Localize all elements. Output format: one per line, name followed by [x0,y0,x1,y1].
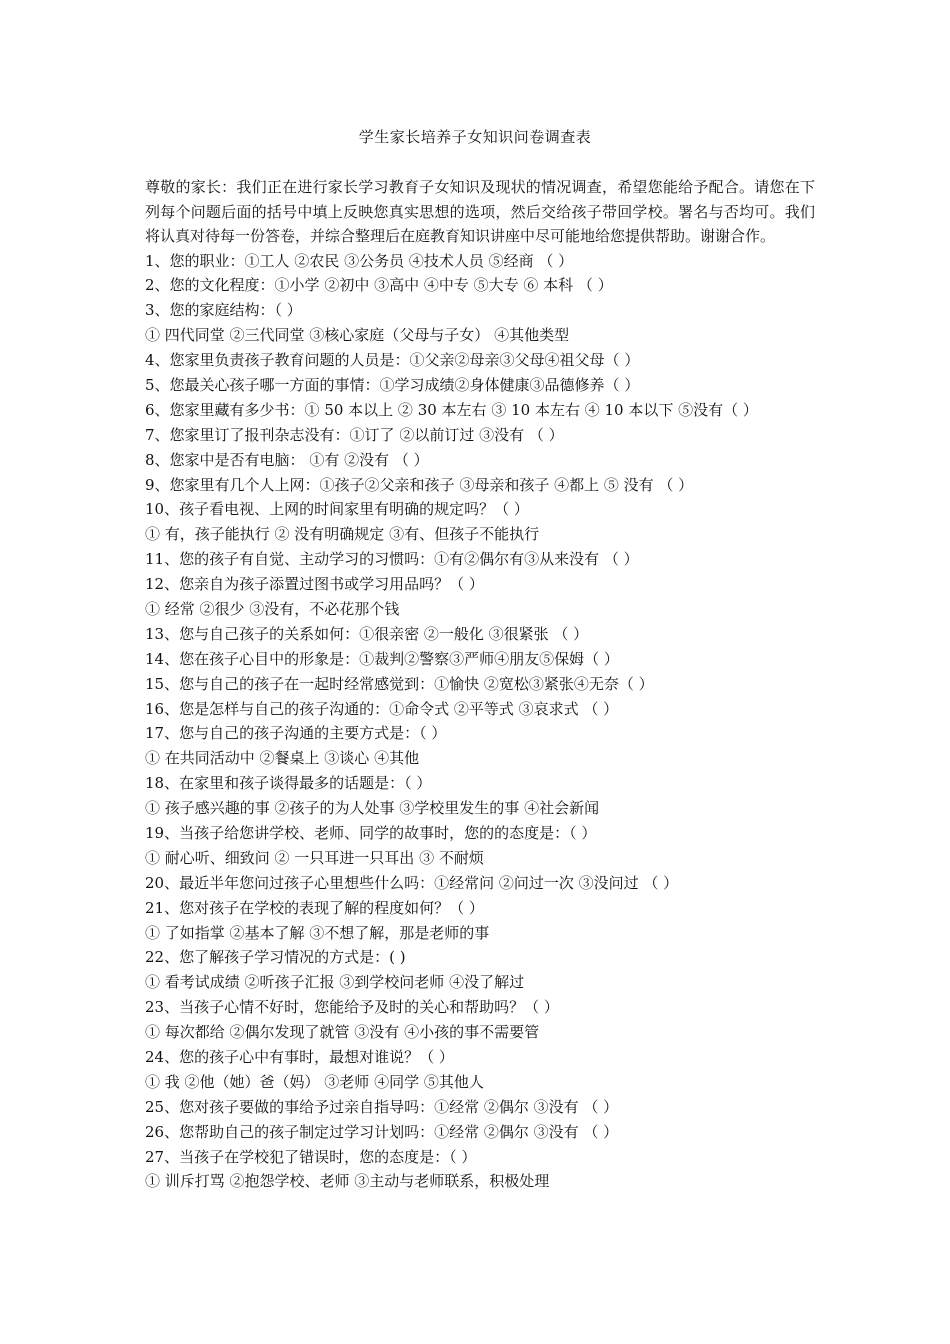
question-line: ① 看考试成绩 ②听孩子汇报 ③到学校问老师 ④没了解过 [145,973,525,992]
document-title: 学生家长培养子女知识问卷调查表 [358,128,592,146]
question-line: 19、当孩子给您讲学校、老师、同学的故事时，您的的态度是：（ ） [145,823,597,842]
question-line: 10、孩子看电视、上网的时间家里有明确的规定吗？（ ） [145,500,529,519]
question-line: 1、您的职业：①工人 ②农民 ③公务员 ④技术人员 ⑤经商 （ ） [145,251,574,270]
question-line: ① 我 ②他（她）爸（妈） ③老师 ④同学 ⑤其他人 [145,1072,484,1091]
question-line: ① 耐心听、细致问 ② 一只耳进一只耳出 ③ 不耐烦 [145,848,484,867]
question-line: 21、您对孩子在学校的表现了解的程度如何？（ ） [145,898,484,917]
question-line: 25、您对孩子要做的事给予过亲自指导吗：①经常 ②偶尔 ③没有 （ ） [145,1097,619,1116]
question-line: 16、您是怎样与自己的孩子沟通的：①命令式 ②平等式 ③哀求式 （ ） [145,699,619,718]
question-line: 3、您的家庭结构：（ ） [145,301,302,320]
question-line: 24、您的孩子心中有事时，最想对谁说？（ ） [145,1048,454,1066]
question-line: 6、您家里藏有多少书：① 50 本以上 ② 30 本左右 ③ 10 本左右 ④ 10 本以下 ⑤没有（ ） [145,400,758,419]
question-line: ① 有，孩子能执行 ② 没有明确规定 ③有、但孩子不能执行 [145,525,540,544]
question-line: ① 训斥打骂 ②抱怨学校、老师 ③主动与老师联系，积极处理 [145,1172,550,1191]
question-line: 2、您的文化程度：①小学 ②初中 ③高中 ④中专 ⑤大专 ⑥ 本科 （ ） [145,276,613,295]
question-line: ① 四代同堂 ②三代同堂 ③核心家庭（父母与子女） ④其他类型 [145,326,570,345]
question-line: 7、您家里订了报刊杂志没有：①订了 ②以前订过 ③没有 （ ） [145,425,564,444]
question-line: 12、您亲自为孩子添置过图书或学习用品吗？（ ） [145,575,484,594]
question-line: 22、您了解孩子学习情况的方式是：( ) [145,948,406,967]
question-line: 14、您在孩子心目中的形象是：①裁判②警察③严师④朋友⑤保姆（ ） [145,649,619,668]
question-line: 26、您帮助自己的孩子制定过学习计划吗：①经常 ②偶尔 ③没有 （ ） [145,1122,619,1141]
question-line: 23、当孩子心情不好时，您能给予及时的关心和帮助吗？（ ） [145,998,559,1017]
document-body [145,175,815,1194]
question-line: 8、您家中是否有电脑： ①有 ②没有 （ ） [145,450,429,469]
question-line: 17、您与自己的孩子沟通的主要方式是：（ ） [145,724,447,743]
question-line: 11、您的孩子有自觉、主动学习的习惯吗：①有②偶尔有③从来没有 （ ） [145,550,639,569]
question-line: 9、您家里有几个人上网：①孩子②父亲和孩子 ③母亲和孩子 ④都上 ⑤ 没有 （ ） [145,475,694,494]
question-line: 15、您与自己的孩子在一起时经常感觉到：①愉快 ②宽松③紧张④无奈（ ） [145,674,654,693]
question-line: 27、当孩子在学校犯了错误时，您的态度是：（ ） [145,1147,477,1166]
intro-paragraph [145,175,815,249]
question-line: ① 了如指掌 ②基本了解 ③不想了解，那是老师的事 [145,923,490,942]
question-line: 13、您与自己孩子的关系如何：①很亲密 ②一般化 ③很紧张 （ ） [145,624,589,643]
question-line: ① 在共同活动中 ②餐桌上 ③谈心 ④其他 [145,749,420,768]
question-line: 4、您家里负责孩子教育问题的人员是：①父亲②母亲③父母④祖父母（ ） [145,351,640,370]
question-line: 18、在家里和孩子谈得最多的话题是：（ ） [145,774,432,793]
question-list [145,249,815,1195]
question-line: ① 经常 ②很少 ③没有，不必花那个钱 [145,599,400,618]
question-line: 5、您最关心孩子哪一方面的事情：①学习成绩②身体健康③品德修养（ ） [145,375,640,394]
question-line: 20、最近半年您问过孩子心里想些什么吗：①经常问 ②问过一次 ③没问过 （ ） [145,873,679,892]
question-line: ① 孩子感兴趣的事 ②孩子的为人处事 ③学校里发生的事 ④社会新闻 [145,799,600,818]
intro-text: 尊敬的家长：我们正在进行家长学习教育子女知识及现状的情况调查，希望您能给予配合。请您在下列每个问题后面的括号中填上反映您真实思想的选项，然后交给孩子带回学校。署名与否均可。我们将认真对待每一份答卷，并综合整理后在庭教育知识讲座中尽可能地给您提供帮助。谢谢合作。 [145,178,815,245]
question-line: ① 每次都给 ②偶尔发现了就管 ③没有 ④小孩的事不需要管 [145,1023,540,1042]
